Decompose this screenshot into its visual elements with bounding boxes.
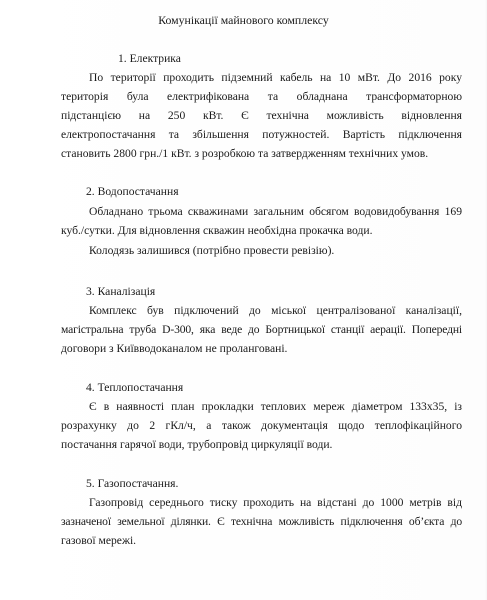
paragraph-line: підстанцією на 250 кВт. Є технічна можливість відновлення bbox=[61, 109, 462, 122]
paragraph-line: газової мережі. bbox=[61, 534, 137, 547]
paragraph-line: становить 2800 грн./1 кВт. з розробкою та затвердженням технічних умов. bbox=[61, 147, 429, 160]
section-heading-electricity: 1. Електрика bbox=[118, 52, 181, 65]
paragraph-line: Комплекс був підключений до міської централізованої каналізації, bbox=[89, 304, 462, 317]
section-heading-heating: 4. Теплопостачання bbox=[86, 381, 184, 394]
paragraph-line: електропостачання та збільшення потужностей. Вартість підключення bbox=[61, 128, 462, 141]
paragraph-line: договори з Київводоканалом не проланговані. bbox=[61, 342, 288, 355]
section-heading-gas-supply: 5. Газопостачання. bbox=[86, 477, 179, 490]
paragraph-line: територія була електрифікована та обладнана трансформаторною bbox=[61, 90, 462, 103]
paragraph-line: зазначеної земельної ділянки. Є технічна можливість підключення об’єкта до bbox=[61, 515, 462, 528]
section-heading-sewerage: 3. Каналізація bbox=[86, 285, 156, 298]
paragraph-line: Газопровід середнього тиску проходить на відстані до 1000 метрів від bbox=[89, 496, 462, 509]
paragraph-line: Колодязь залишився (потрібно провести ревізію). bbox=[89, 244, 335, 257]
paragraph-line: куб./сутки. Для відновлення скважин необхідна прокачка води. bbox=[61, 224, 373, 237]
paragraph-line: По території проходить підземний кабель на 10 мВт. До 2016 року bbox=[89, 71, 462, 84]
paragraph-line: Обладнано трьома скважинами загальним обсягом водовидобування 169 bbox=[89, 205, 462, 218]
section-heading-water-supply: 2. Водопостачання bbox=[86, 185, 179, 198]
paragraph-line: Є в наявності план прокладки теплових мереж діаметром 133х35, із bbox=[89, 400, 462, 413]
paragraph-line: постачання гарячої води, трубопровід циркуляції води. bbox=[61, 438, 333, 451]
paragraph-line: розрахунку до 2 гКл/ч, а також документація щодо теплофікаційного bbox=[61, 419, 462, 432]
paragraph-line: магістральна труба D-300, яка веде до Бортницької станції аерації. Попередні bbox=[61, 323, 462, 336]
document-title: Комунікації майнового комплексу bbox=[158, 13, 329, 27]
